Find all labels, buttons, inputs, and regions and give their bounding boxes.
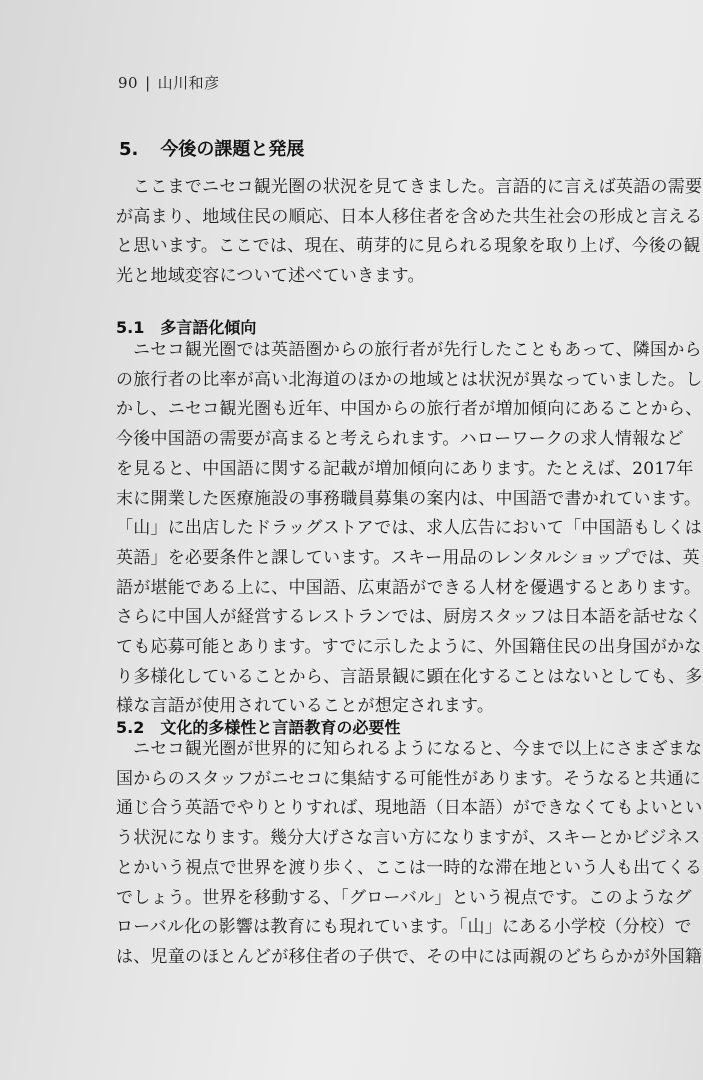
text-line: 光と地域変容について述べていきます。 [116, 266, 425, 287]
text-line: ニセコ観光圏が世界的に知られるようになると、今まで以上にさまざまな [133, 739, 703, 759]
page-number: 90 [118, 74, 139, 92]
subsection-heading-5-1 [116, 315, 256, 338]
text-line: ても応募可能とあります。すでに示したように、外国籍住民の出身国がかな [116, 637, 702, 658]
text-line: を見ると、中国語に関する記載が増加傾向にあります。たとえば、2017年 [116, 458, 694, 479]
text-line: 国からのスタッフがニセコに集結する可能性があります。そうなると共通に [116, 768, 702, 789]
text-line: が高まり、地域住民の順応、日本人移住者を含めた共生社会の形成と言える [116, 206, 703, 227]
subsection-title: 多言語化傾向 [160, 318, 257, 337]
text-line: 語が堪能である上に、中国語、広東語ができる人材を優遇するとあります。 [116, 577, 702, 598]
intro-paragraph [116, 173, 703, 292]
text-line: かし、ニセコ観光圏も近年、中国からの旅行者が増加傾向にあることから、 [116, 399, 703, 420]
text-line: 末に開業した医療施設の事務職員募集の案内は、中国語で書かれています。 [116, 488, 702, 509]
text-line: の旅行者の比率が高い北海道のほかの地域とは状況が異なっていました。し [116, 369, 703, 390]
subsection-number: 5.1 [116, 318, 145, 337]
text-line: 「山」に出店したドラッグストアでは、求人広告において「中国語もしくは [116, 518, 702, 539]
text-line: でしょう。世界を移動する、「グローバル」という視点です。このようなグ [116, 887, 692, 908]
text-line: ニセコ観光圏では英語圏からの旅行者が先行したこともあって、隣国から [133, 340, 702, 360]
text-line: 通じ合う英語でやりとりすれば、現地語（日本語）ができなくてもよいとい [116, 798, 703, 819]
text-line: 今後中国語の需要が高まると考えられます。ハローワークの求人情報など [116, 429, 684, 450]
text-line: は、児童のほとんどが移住者の子供で、その中には両親のどちらかが外国籍 [116, 946, 703, 967]
text-line: り多様化していることから、言語景観に顕在化することはないとしても、多 [116, 666, 703, 687]
text-line: ここまでニセコ観光圏の状況を見てきました。言語的に言えば英語の需要 [133, 177, 703, 197]
section-title: 今後の課題と発展 [160, 139, 305, 160]
text-line: とかいう視点で世界を渡り歩く、ここは一時的な滞在地という人も出てくる [116, 857, 703, 878]
text-line: さらに中国人が経営するレストランでは、厨房スタッフは日本語を話せなく [116, 607, 702, 628]
text-line: 英語」を必要条件と課しています。スキー用品のレンタルショップでは、英 [116, 547, 700, 568]
running-header [118, 72, 220, 93]
text-line: う状況になります。幾分大げさな言い方になりますが、スキーとかビジネス [116, 828, 701, 849]
text-line: と思います。ここでは、現在、萌芽的に見られる現象を取り上げ、今後の観 [116, 236, 701, 257]
subsection-title: 文化的多様性と言語教育の必要性 [160, 718, 401, 737]
author-name: 山川和彦 [157, 74, 220, 92]
header-separator: | [145, 74, 151, 92]
section-heading [119, 135, 304, 161]
text-line: 様な言語が使用されていることが想定されます。 [116, 696, 495, 717]
subsection-number: 5.2 [116, 718, 145, 737]
paragraph-5-1 [116, 336, 703, 722]
paragraph-5-2 [116, 735, 703, 973]
section-number: 5. [119, 139, 139, 160]
text-line: ローバル化の影響は教育にも現れています。「山」にある小学校（分校）で [116, 917, 692, 938]
